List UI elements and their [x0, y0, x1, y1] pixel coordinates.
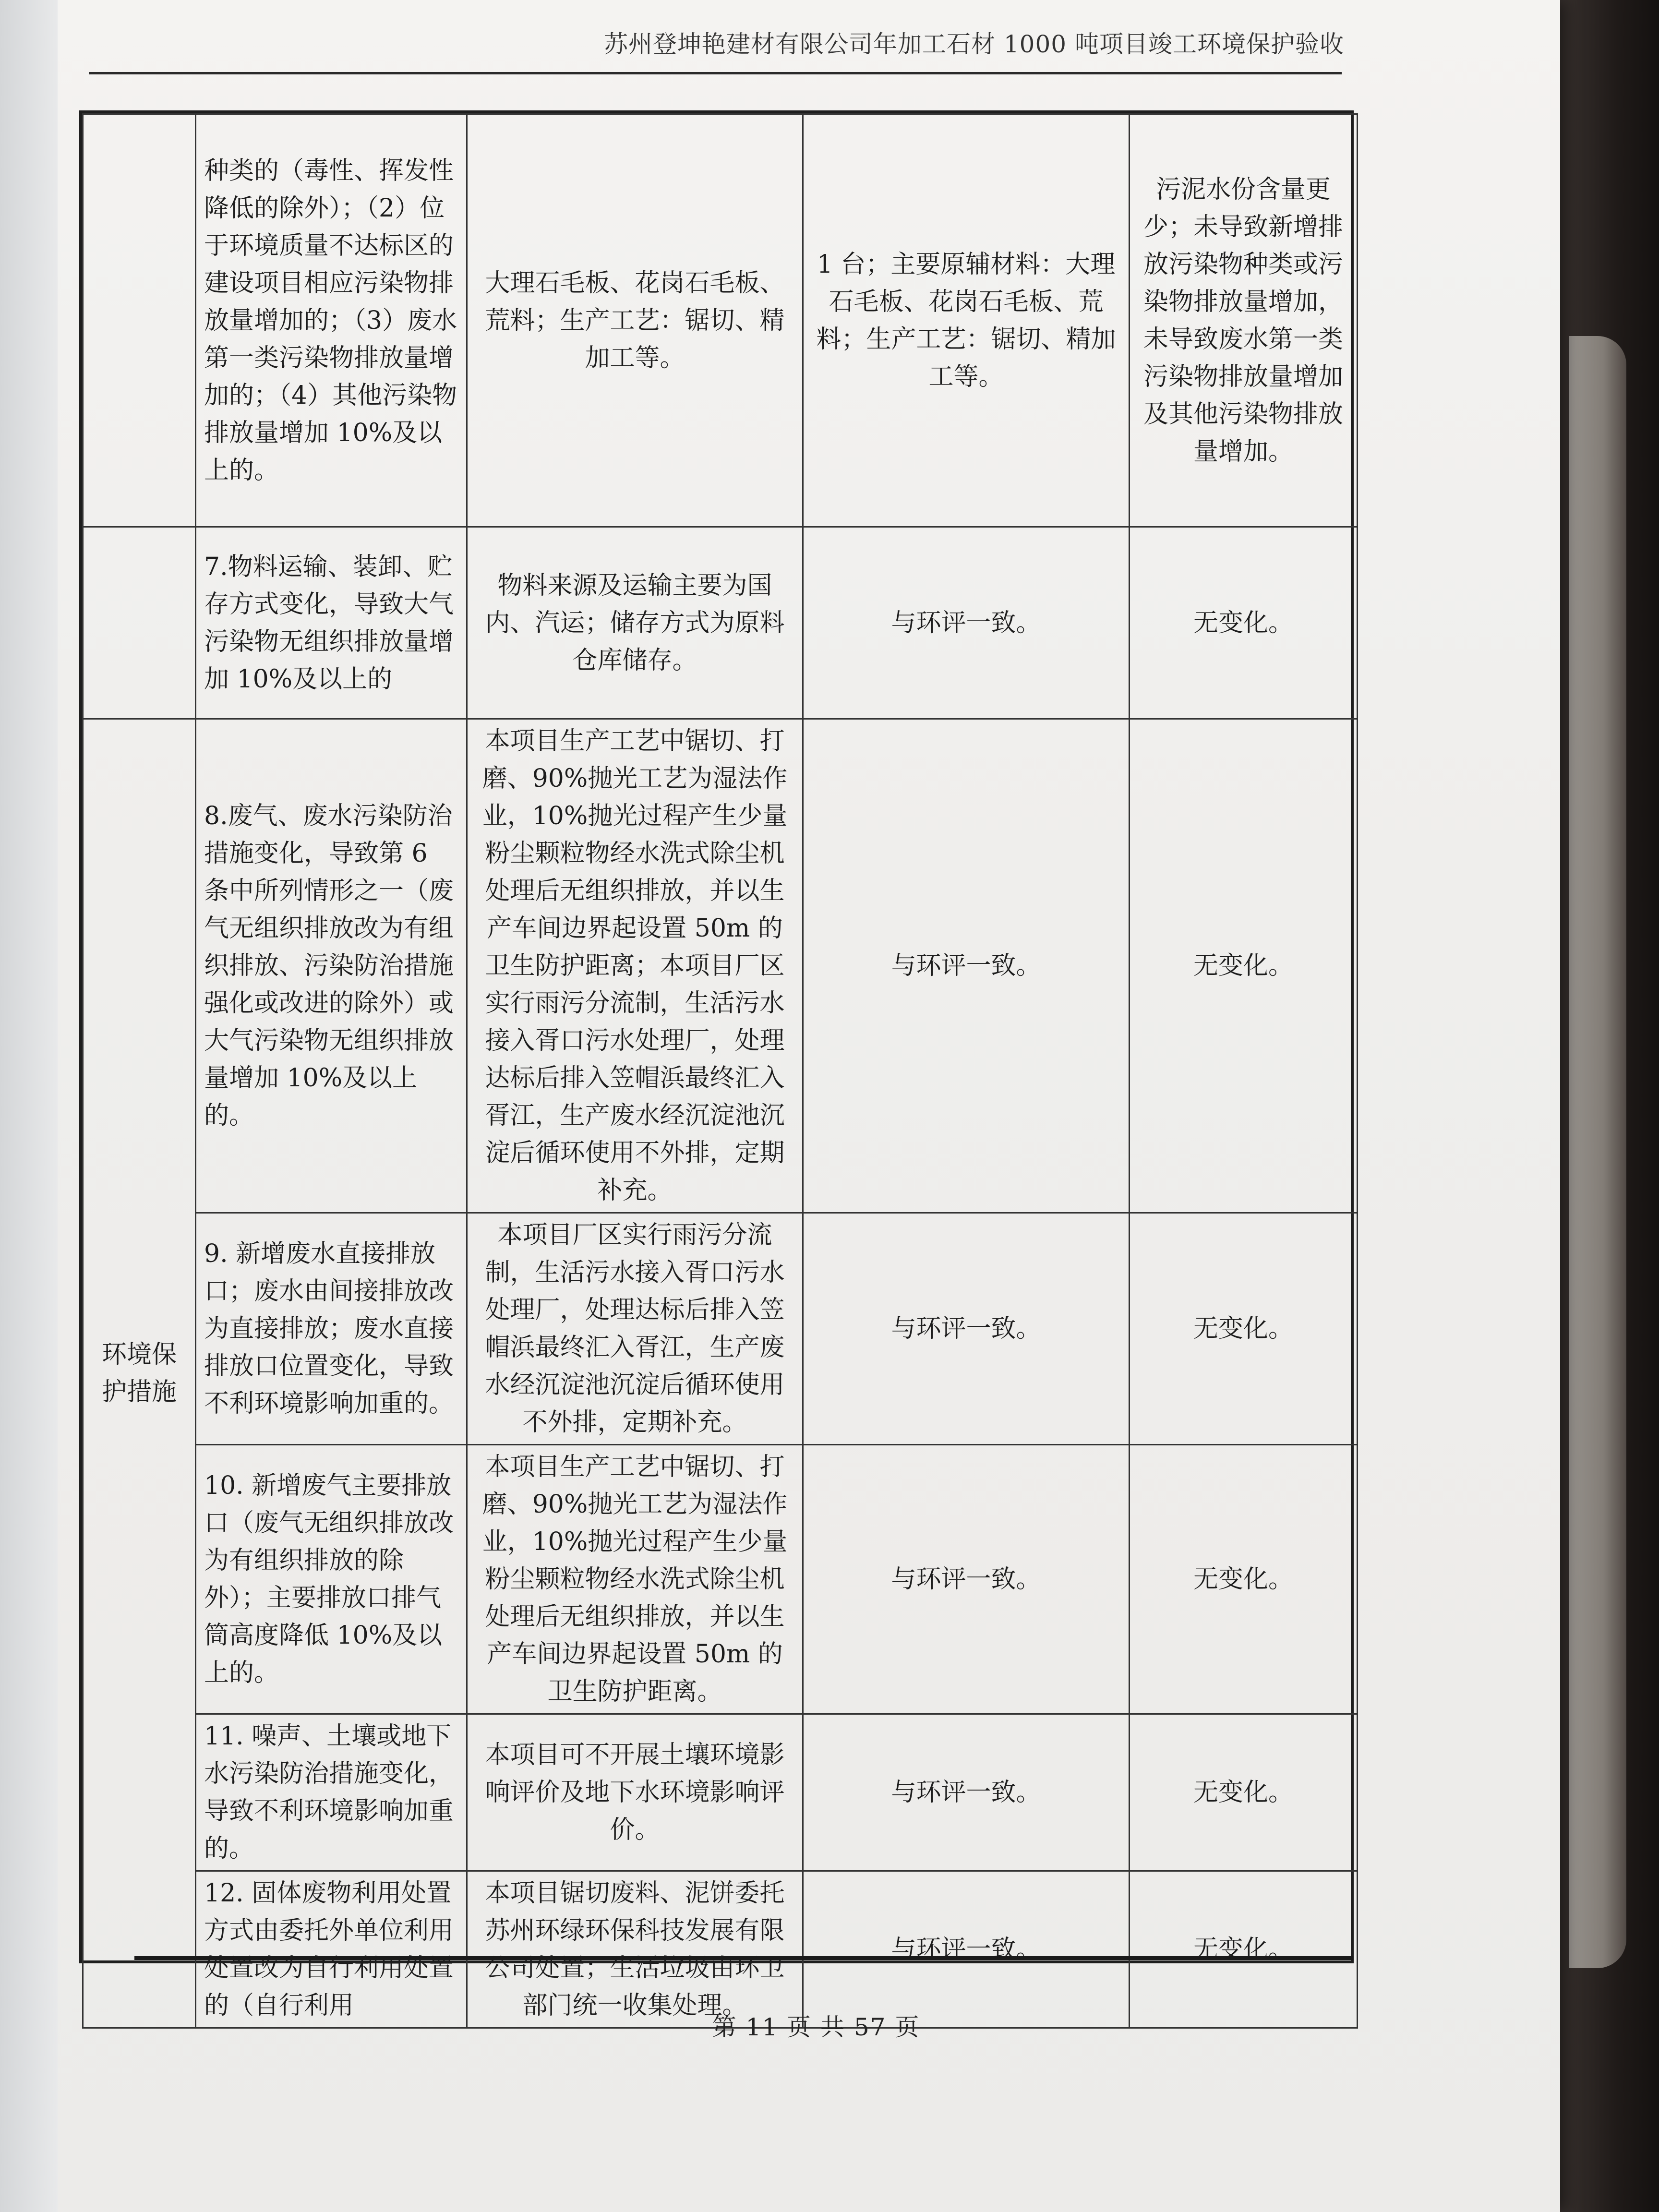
item-cell: 12. 固体废物利用处置方式由委托外单位利用处置改为自行利用处置的（自行利用: [196, 1871, 467, 2028]
table-row: [83, 719, 1358, 1213]
table-row: [83, 1445, 1358, 1714]
eia-cell: 本项目可不开展土壤环境影响评价及地下水环境影响评价。: [467, 1714, 803, 1871]
table-row: [83, 114, 1358, 527]
table-row: [83, 1871, 1358, 2028]
change-cell: 无变化。: [1130, 1445, 1358, 1714]
item-cell: 种类的（毒性、挥发性降低的除外）；（2）位于环境质量不达标区的建设项目相应污染物排放量增加的；（3）废水第一类污染物排放量增加的；（4）其他污染物排放量增加 10%及以上的。: [196, 114, 467, 527]
table-row: [83, 527, 1358, 719]
item-cell: 9. 新增废水直接排放口；废水由间接排放改为直接排放；废水直接排放口位置变化，导致不利环境影响加重的。: [196, 1213, 467, 1445]
item-cell: 7.物料运输、装卸、贮存方式变化，导致大气污染物无组织排放量增加 10%及以上的: [196, 527, 467, 719]
item-cell: 10. 新增废气主要排放口（废气无组织排放改为有组织排放的除外）；主要排放口排气筒高度降低 10%及以上的。: [196, 1445, 467, 1714]
eia-cell: 本项目生产工艺中锯切、打磨、90%抛光工艺为湿法作业，10%抛光过程产生少量粉尘颗粒物经水洗式除尘机处理后无组织排放，并以生产车间边界起设置 50m 的卫生防护距离。: [467, 1445, 803, 1714]
eia-cell: 本项目生产工艺中锯切、打磨、90%抛光工艺为湿法作业，10%抛光过程产生少量粉尘颗粒物经水洗式除尘机处理后无组织排放，并以生产车间边界起设置 50m 的卫生防护距离；本项目厂区实行雨污分流制，生活污水接入胥口污水处理厂，处理达标后排入笠帽浜最终汇入胥江，生产废水经沉淀池沉淀后循环使用不外排，定期补充。: [467, 719, 803, 1213]
eia-cell: 本项目锯切废料、泥饼委托苏州环绿环保科技发展有限公司处置；生活垃圾由环卫部门统一收集处理。: [467, 1871, 803, 2028]
eia-cell: 物料来源及运输主要为国内、汽运；储存方式为原料仓库储存。: [467, 527, 803, 719]
item-cell: 11. 噪声、土壤或地下水污染防治措施变化，导致不利环境影响加重的。: [196, 1714, 467, 1871]
actual-cell: 与环评一致。: [803, 1445, 1130, 1714]
actual-cell: 1 台；主要原辅材料：大理石毛板、花岗石毛板、荒料；生产工艺：锯切、精加工等。: [803, 114, 1130, 527]
change-analysis-table: [79, 110, 1354, 2020]
page-gutter-shade: [0, 0, 58, 2212]
eia-cell: 本项目厂区实行雨污分流制，生活污水接入胥口污水处理厂，处理达标后排入笠帽浜最终汇入胥江，生产废水经沉淀池沉淀后循环使用不外排，定期补充。: [467, 1213, 803, 1445]
actual-cell: 与环评一致。: [803, 1714, 1130, 1871]
eia-cell: 大理石毛板、花岗石毛板、荒料；生产工艺：锯切、精加工等。: [467, 114, 803, 527]
category-cell: 环境保护措施: [83, 719, 196, 2028]
change-cell: 无变化。: [1130, 1871, 1358, 2028]
category-cell-empty: [83, 114, 196, 527]
change-cell: 无变化。: [1130, 719, 1358, 1213]
change-cell: 无变化。: [1130, 1213, 1358, 1445]
actual-cell: 与环评一致。: [803, 719, 1130, 1213]
item-cell: 8.废气、废水污染防治措施变化，导致第 6 条中所列情形之一（废气无组织排放改为有组织排放、污染防治措施强化或改进的除外）或大气污染物无组织排放量增加 10%及以上的。: [196, 719, 467, 1213]
book-edge: [1569, 336, 1626, 1968]
table-row: [83, 1714, 1358, 1871]
table-bottom-rule: [134, 1956, 1354, 1960]
change-cell: 无变化。: [1130, 1714, 1358, 1871]
actual-cell: 与环评一致。: [803, 527, 1130, 719]
running-header: 苏州登坤艳建材有限公司年加工石材 1000 吨项目竣工环境保护验收: [603, 30, 1344, 58]
category-cell-empty: [83, 527, 196, 719]
header-rule: [89, 72, 1342, 74]
change-cell: 污泥水份含量更少；未导致新增排放污染物种类或污染物排放量增加，未导致废水第一类污染物排放量增加及其他污染物排放量增加。: [1130, 114, 1358, 527]
table-row: [83, 1213, 1358, 1445]
page-number: 第 11 页 共 57 页: [712, 2013, 920, 2041]
change-cell: 无变化。: [1130, 527, 1358, 719]
table: [82, 113, 1358, 2029]
actual-cell: 与环评一致。: [803, 1871, 1130, 2028]
actual-cell: 与环评一致。: [803, 1213, 1130, 1445]
